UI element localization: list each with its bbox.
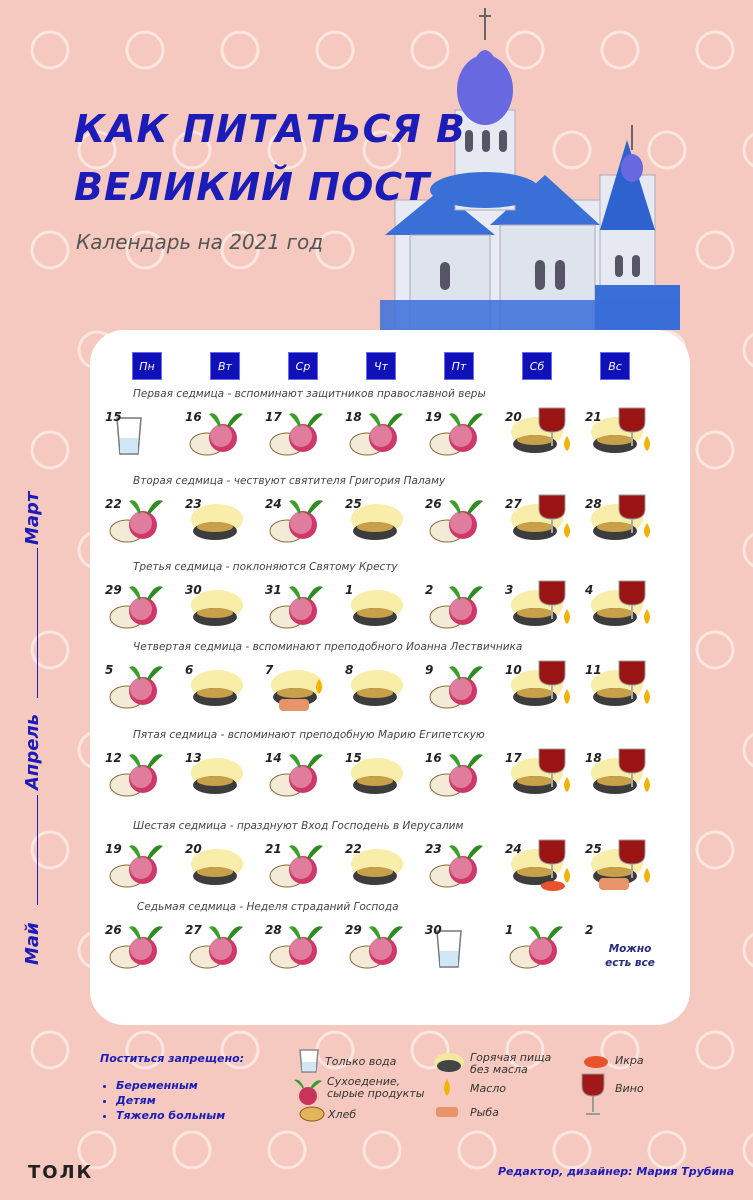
day-number: 16 [425,751,442,765]
legend-fish: Рыба [470,1106,499,1119]
day-cell [185,838,249,892]
weekday-tue: Вт [210,352,240,380]
weekday-mon: Пн [132,352,162,380]
day-cell [505,659,569,713]
background-circle [32,232,68,268]
day-number: 18 [585,751,602,765]
week-title: Первая седмица - вспоминают защитников православной веры [133,388,486,400]
day-cell [265,493,329,547]
day-cell [585,406,649,460]
weekday-wed: Ср [288,352,318,380]
day-cell [185,659,249,713]
hot-food-icon [345,659,415,715]
day-number: 20 [185,842,202,856]
day-cell [265,579,329,633]
week-title: Пятая седмица - вспоминают преподобную Марию Египетскую [133,729,485,741]
day-cell [585,579,649,633]
background-circle [32,432,68,468]
background-circle [649,1132,685,1168]
day-cell [505,406,569,460]
day-number: 16 [185,410,202,424]
legend-wine: Вино [615,1082,644,1095]
day-cell [425,493,489,547]
fish-icon [434,1104,460,1120]
caviar-icon [582,1050,610,1070]
day-cell [105,838,169,892]
weekday-thu: Чт [366,352,396,380]
day-cell [265,406,329,460]
day-number: 18 [345,410,362,424]
day-number: 2 [585,923,594,937]
day-number: 4 [585,583,594,597]
forbidden-item: • Тяжело больным [116,1108,225,1123]
brand-logo [28,1162,93,1183]
day-cell [265,838,329,892]
day-number: 30 [425,923,442,937]
day-cell [425,747,489,801]
day-number: 17 [505,751,522,765]
day-number: 20 [505,410,522,424]
day-cell [185,406,249,460]
month-divider [37,548,38,698]
weekday-header [130,352,650,380]
day-cell [425,919,489,973]
day-cell [505,579,569,633]
month-divider [37,795,38,905]
day-cell [425,579,489,633]
legend-bread: Хлеб [328,1108,357,1121]
day-number: 17 [265,410,282,424]
background-circle [697,232,733,268]
day-number: 25 [585,842,602,856]
radish-bread-icon [505,919,575,975]
background-circle [744,1132,753,1168]
background-circle [697,832,733,868]
day-cell [265,659,329,713]
day-number: 25 [345,497,362,511]
day-number: 15 [345,751,362,765]
day-cell [345,493,409,547]
background-circle [744,332,753,368]
day-cell [505,919,569,973]
day-number: 28 [585,497,602,511]
legend-caviar: Икра [615,1054,644,1067]
day-number: 29 [105,583,122,597]
legend-oil: Масло [470,1082,507,1095]
page-subtitle: Календарь на 2021 год [76,230,324,254]
day-cell [185,919,249,973]
weekday-fri: Пт [444,352,474,380]
day-number: 30 [185,583,202,597]
day-number: 24 [505,842,522,856]
day-cell [105,919,169,973]
day-number: 13 [185,751,202,765]
day-number: 8 [345,663,354,677]
day-number: 19 [105,842,122,856]
day-number: 23 [185,497,202,511]
day-number: 26 [425,497,442,511]
month-label-may: Май [22,922,43,965]
day-number: 2 [425,583,434,597]
background-circle [459,1132,495,1168]
day-cell [105,747,169,801]
day-number: 21 [265,842,282,856]
day-number: 1 [505,923,514,937]
week-title: Третья седмица - поклоняются Святому Кресту [133,561,398,573]
day-cell [345,919,409,973]
day-cell [265,919,329,973]
any-food-note: Можно есть все [605,943,655,969]
background-circle [364,1132,400,1168]
day-number: 23 [425,842,442,856]
day-number: 27 [185,923,202,937]
day-cell [505,747,569,801]
background-circle [744,932,753,968]
day-cell [425,838,489,892]
forbidden-list [100,1078,225,1123]
day-number: 26 [105,923,122,937]
background-circle [697,32,733,68]
day-cell [185,493,249,547]
forbidden-title: Поститься запрещено: [100,1052,245,1065]
day-cell [345,579,409,633]
day-number: 14 [265,751,282,765]
background-circle [554,1132,590,1168]
radish-icon [290,1076,326,1106]
day-number: 6 [185,663,194,677]
hot-food-oil-fish-icon [265,659,335,715]
background-circle [697,1032,733,1068]
day-number: 12 [105,751,122,765]
title-line-1: КАК ПИТАТЬСЯ В [74,107,466,151]
legend-hot: Горячая пища без масла [470,1051,552,1076]
day-number: 10 [505,663,522,677]
day-cell [105,579,169,633]
day-cell [345,747,409,801]
day-cell [505,838,569,892]
day-cell [585,659,649,713]
day-number: 29 [345,923,362,937]
background-circle [744,532,753,568]
day-cell [105,493,169,547]
day-cell [185,747,249,801]
day-cell [425,659,489,713]
day-number: 9 [425,663,434,677]
hot-food-icon [345,579,415,635]
day-cell [585,493,649,547]
background-circle [222,32,258,68]
day-number: 11 [585,663,602,677]
week-title: Шестая седмица - празднуют Вход Господень в Иерусалим [133,820,464,832]
hot-food-icon [185,659,255,715]
week-title: Седьмая седмица - Неделя страданий Господа [137,901,399,913]
day-number: 22 [105,497,122,511]
day-number: 3 [505,583,514,597]
forbidden-item: • Беременным [116,1078,225,1093]
day-cell [425,406,489,460]
day-number: 28 [265,923,282,937]
day-cell [185,579,249,633]
weekday-sat: Сб [522,352,552,380]
hot-food-wine-oil-icon [505,579,575,635]
radish-bread-icon [425,579,495,635]
water-glass-icon [297,1048,321,1074]
background-circle [174,1132,210,1168]
legend-water: Только вода [325,1055,397,1068]
background-circle [744,732,753,768]
day-cell [105,406,169,460]
radish-bread-icon [105,659,175,715]
forbidden-item: • Детям [116,1093,225,1108]
day-number: 27 [505,497,522,511]
day-cell [265,747,329,801]
credit-line: Редактор, дизайнер: Мария Трубина [498,1165,735,1178]
background-circle [697,632,733,668]
day-number: 24 [265,497,282,511]
day-number: 21 [585,410,602,424]
day-cell [105,659,169,713]
legend-dry: Сухоедение, сырые продукты [327,1075,425,1100]
wine-glass-icon [580,1072,606,1118]
day-cell [585,747,649,801]
title-line-2: ВЕЛИКИЙ ПОСТ [74,165,431,209]
week-title: Четвертая седмица - вспоминают преподобного Иоанна Лествичника [133,641,523,653]
day-cell [345,838,409,892]
background-circle [317,32,353,68]
page-title [74,100,494,216]
day-number: 1 [345,583,354,597]
oil-drop-icon [440,1078,454,1098]
day-number: 31 [265,583,282,597]
background-circle [32,1032,68,1068]
day-number: 15 [105,410,122,424]
day-number: 19 [425,410,442,424]
day-cell [345,406,409,460]
brand-logo-text: ТОЛК [28,1162,94,1183]
month-label-april: Апрель [22,713,43,790]
month-label-march: Март [22,491,43,545]
background-circle [697,432,733,468]
hot-food-wine-oil-icon [585,579,655,635]
bread-icon [298,1105,326,1123]
weekday-sun: Вс [600,352,630,380]
day-cell [345,659,409,713]
background-circle [269,1132,305,1168]
day-cell [585,838,649,892]
day-cell [505,493,569,547]
background-circle [127,32,163,68]
day-number: 5 [105,663,114,677]
week-title: Вторая седмица - чествуют святителя Григория Паламу [133,475,446,487]
day-number: 7 [265,663,274,677]
day-number: 22 [345,842,362,856]
background-circle [744,132,753,168]
radish-bread-icon [425,659,495,715]
hot-food-icon [432,1048,466,1074]
background-circle [32,32,68,68]
